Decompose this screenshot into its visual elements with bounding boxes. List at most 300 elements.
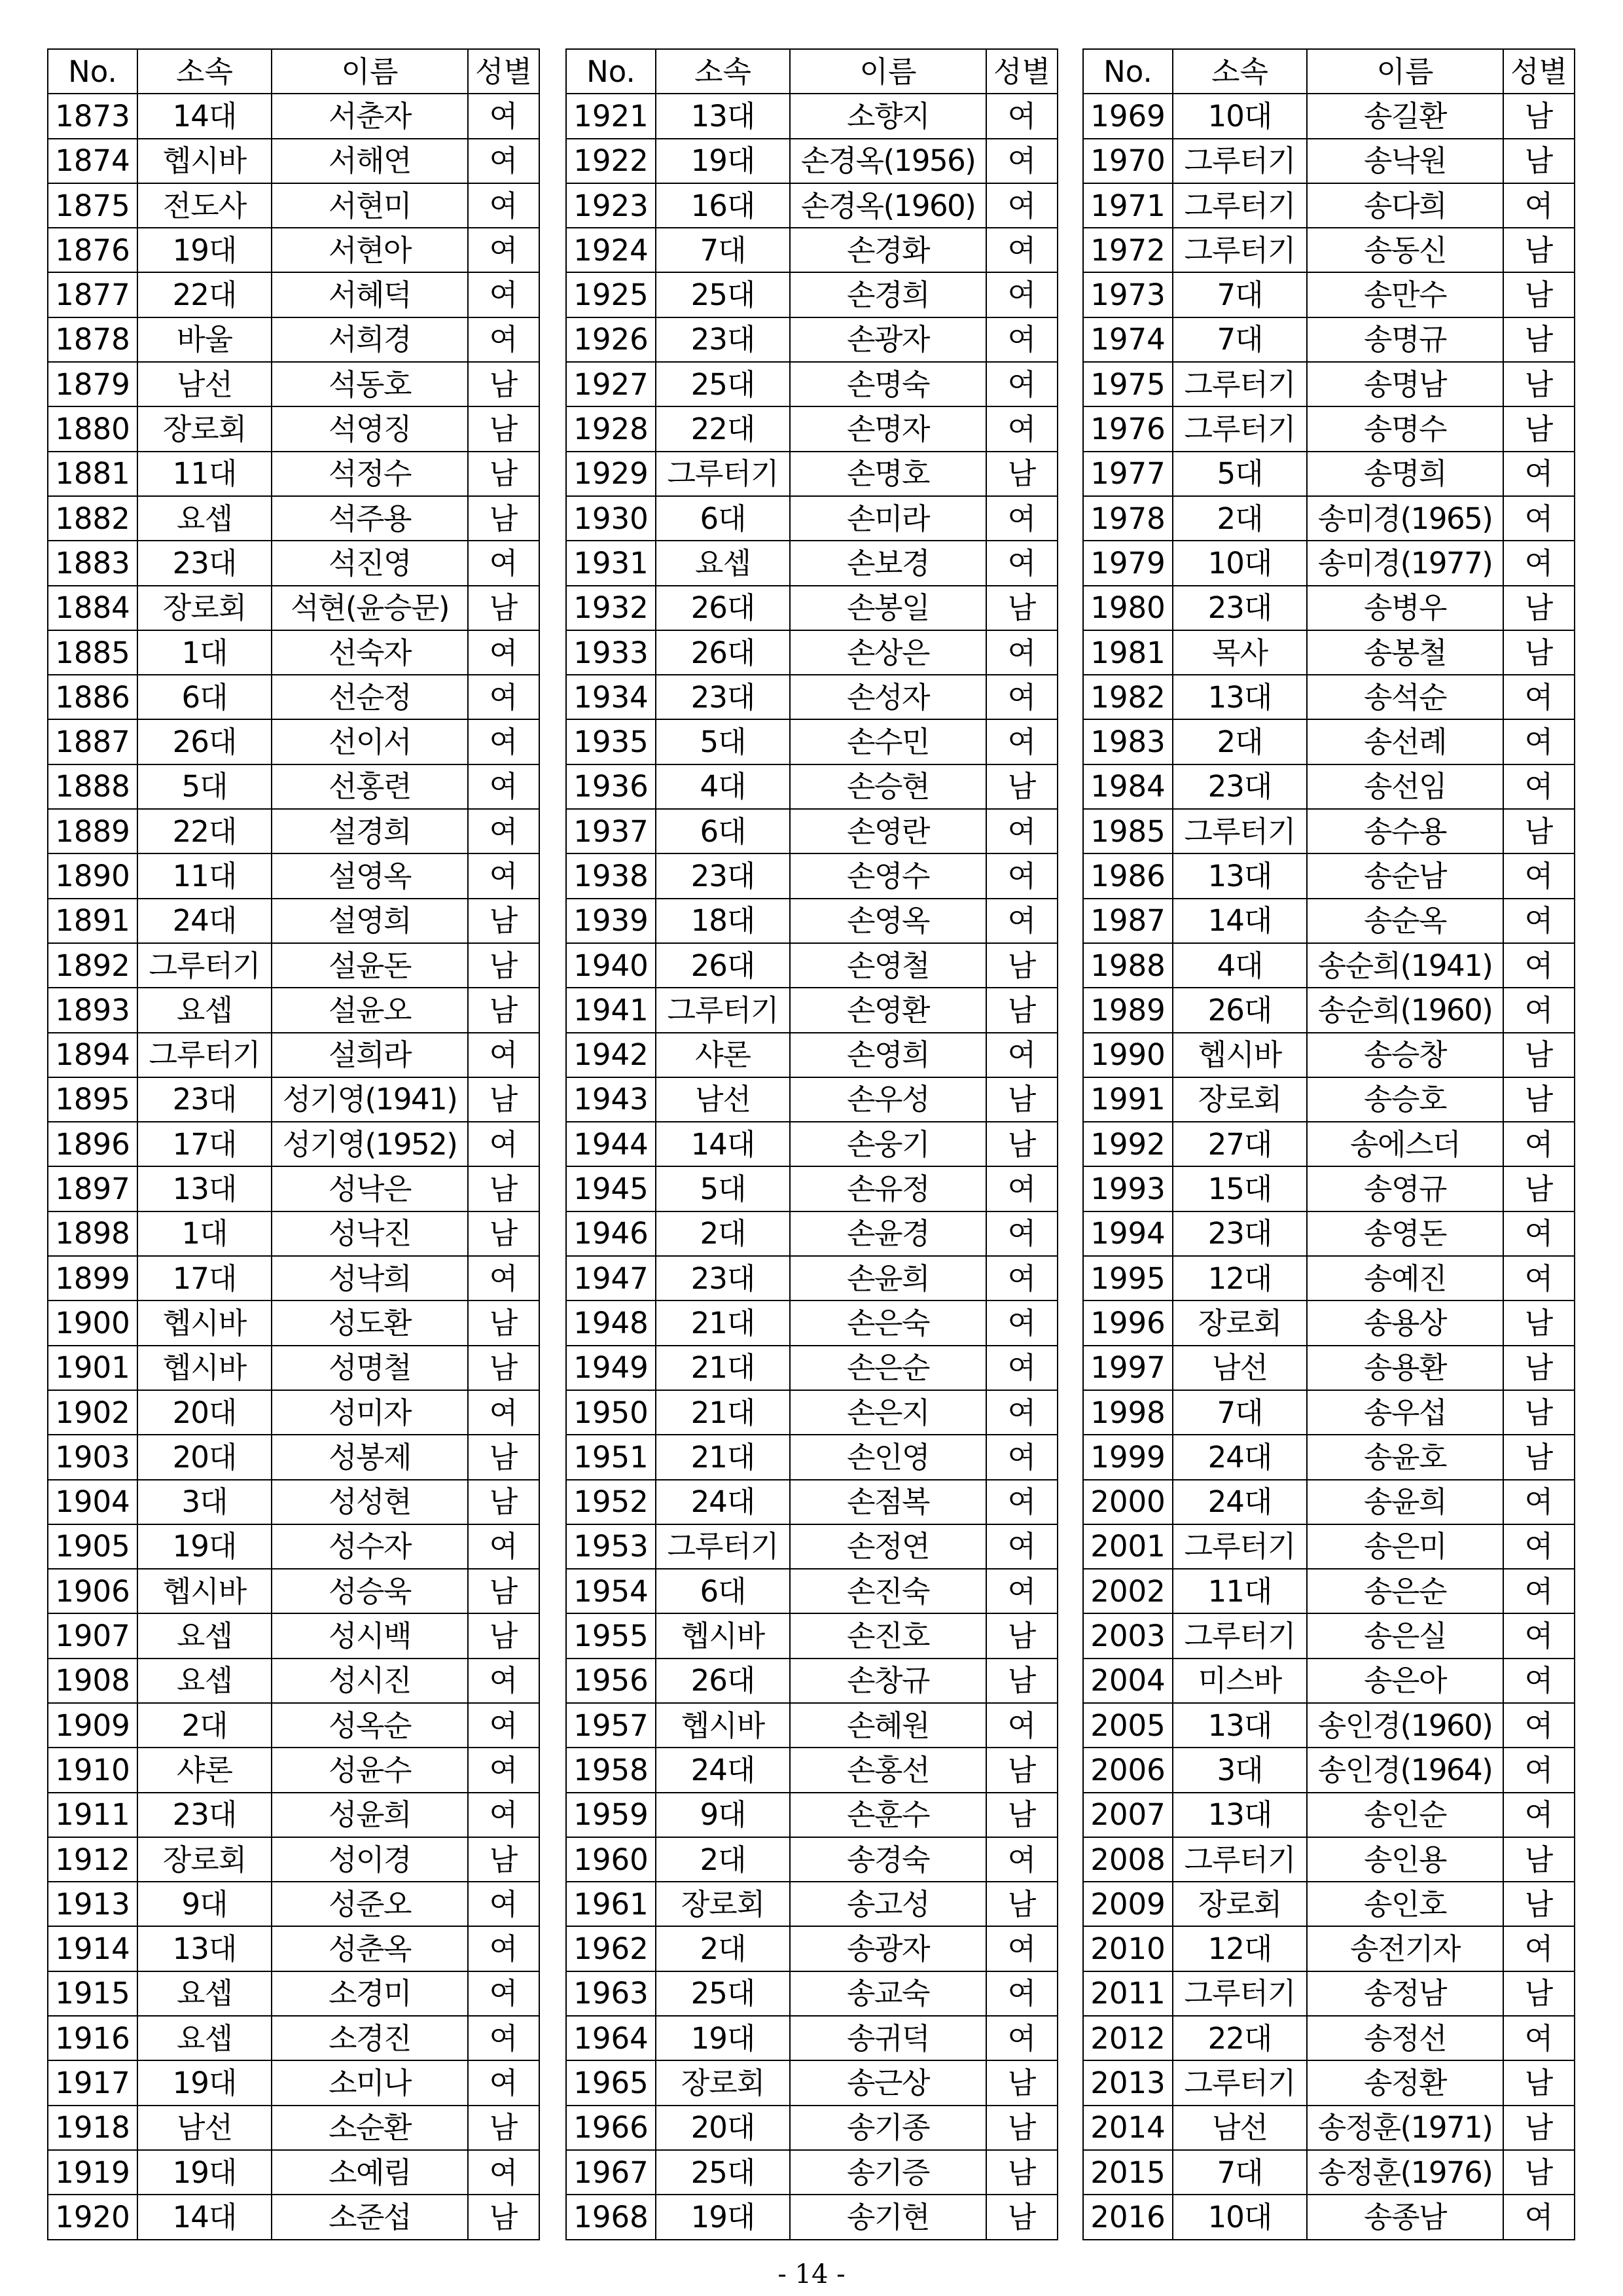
cell-name: 석진영 [272, 541, 468, 585]
cell-group: 7대 [1173, 317, 1307, 362]
cell-gender: 여 [1503, 496, 1575, 541]
table-row [1083, 139, 1575, 183]
table-row [566, 228, 1058, 272]
cell-group: 22대 [656, 406, 790, 451]
cell-no: 2002 [1083, 1569, 1173, 1613]
cell-gender: 여 [986, 1524, 1058, 1569]
cell-no: 1962 [566, 1926, 656, 1971]
cell-group: 24대 [656, 1480, 790, 1524]
cell-no: 2008 [1083, 1837, 1173, 1882]
cell-no: 1897 [48, 1166, 137, 1211]
cell-group: 12대 [1173, 1926, 1307, 1971]
cell-gender: 남 [986, 1882, 1058, 1926]
table-row [1083, 899, 1575, 943]
cell-gender: 여 [468, 317, 539, 362]
cell-group: 13대 [1173, 1793, 1307, 1837]
cell-name: 손웅기 [790, 1122, 986, 1166]
cell-no: 1914 [48, 1926, 137, 1971]
table-row [48, 2106, 539, 2150]
cell-gender: 남 [468, 586, 539, 630]
header-gender: 성별 [468, 49, 539, 94]
table-row [1083, 2106, 1575, 2150]
cell-no: 1925 [566, 272, 656, 317]
cell-group: 10대 [1173, 2195, 1307, 2239]
roster-table-middle [565, 48, 1058, 2240]
cell-name: 소경진 [272, 2016, 468, 2060]
cell-name: 송근상 [790, 2060, 986, 2105]
cell-group: 그루터기 [1173, 1524, 1307, 1569]
cell-no: 1994 [1083, 1211, 1173, 1256]
cell-no: 1926 [566, 317, 656, 362]
cell-no: 1916 [48, 2016, 137, 2060]
cell-no: 1981 [1083, 630, 1173, 675]
table-row [1083, 809, 1575, 853]
cell-group: 12대 [1173, 1256, 1307, 1300]
cell-gender: 남 [986, 764, 1058, 809]
cell-name: 송용환 [1307, 1346, 1503, 1390]
table-row [566, 183, 1058, 228]
table-row [566, 899, 1058, 943]
cell-group: 26대 [656, 943, 790, 988]
cell-group: 18대 [656, 899, 790, 943]
cell-name: 손윤희 [790, 1256, 986, 1300]
cell-group: 그루터기 [1173, 406, 1307, 451]
cell-gender: 남 [1503, 809, 1575, 853]
table-row [1083, 1569, 1575, 1613]
table-row [1083, 1613, 1575, 1658]
table-row [48, 1524, 539, 1569]
cell-no: 1895 [48, 1077, 137, 1122]
cell-name: 석동호 [272, 362, 468, 406]
cell-gender: 여 [1503, 1211, 1575, 1256]
cell-name: 송미경(1977) [1307, 541, 1503, 585]
cell-gender: 여 [986, 496, 1058, 541]
cell-gender: 여 [1503, 1659, 1575, 1703]
table-row [48, 586, 539, 630]
cell-name: 성시진 [272, 1659, 468, 1703]
cell-name: 송광자 [790, 1926, 986, 1971]
cell-name: 송기현 [790, 2195, 986, 2239]
cell-group: 20대 [137, 1435, 272, 1479]
table-row [566, 1613, 1058, 1658]
cell-name: 설윤돈 [272, 943, 468, 988]
cell-no: 1919 [48, 2150, 137, 2195]
cell-gender: 여 [468, 2060, 539, 2105]
cell-no: 1935 [566, 719, 656, 764]
cell-group: 5대 [137, 764, 272, 809]
cell-group: 14대 [1173, 899, 1307, 943]
cell-group: 11대 [1173, 1569, 1307, 1613]
cell-name: 손광자 [790, 317, 986, 362]
cell-no: 1905 [48, 1524, 137, 1569]
header-row [48, 49, 539, 94]
cell-no: 1943 [566, 1077, 656, 1122]
cell-group: 샤론 [137, 1748, 272, 1792]
cell-no: 1891 [48, 899, 137, 943]
cell-no: 1898 [48, 1211, 137, 1256]
cell-no: 1889 [48, 809, 137, 853]
cell-gender: 남 [1503, 362, 1575, 406]
cell-gender: 남 [986, 452, 1058, 496]
cell-no: 2009 [1083, 1882, 1173, 1926]
table-row [566, 1211, 1058, 1256]
cell-name: 소경미 [272, 1971, 468, 2016]
cell-name: 성윤희 [272, 1793, 468, 1837]
cell-group: 23대 [1173, 1211, 1307, 1256]
cell-gender: 남 [986, 2150, 1058, 2195]
cell-gender: 남 [468, 943, 539, 988]
cell-name: 손은지 [790, 1390, 986, 1435]
table-row [48, 1435, 539, 1479]
cell-gender: 여 [1503, 1256, 1575, 1300]
cell-gender: 여 [1503, 988, 1575, 1032]
table-row [566, 2195, 1058, 2239]
table-row [48, 1480, 539, 1524]
cell-group: 2대 [656, 1926, 790, 1971]
cell-name: 송은순 [1307, 1569, 1503, 1613]
cell-no: 1987 [1083, 899, 1173, 943]
cell-name: 성기영(1952) [272, 1122, 468, 1166]
table-row [1083, 1256, 1575, 1300]
table-body [1083, 94, 1575, 2239]
cell-gender: 남 [986, 1793, 1058, 1837]
cell-gender: 남 [468, 1480, 539, 1524]
cell-name: 성성현 [272, 1480, 468, 1524]
cell-name: 설희라 [272, 1033, 468, 1077]
cell-no: 1979 [1083, 541, 1173, 585]
cell-gender: 여 [468, 1882, 539, 1926]
table-row [48, 1346, 539, 1390]
cell-gender: 여 [986, 317, 1058, 362]
cell-name: 손홍선 [790, 1748, 986, 1792]
cell-name: 송영규 [1307, 1166, 1503, 1211]
table-row [566, 2016, 1058, 2060]
table-row [566, 1659, 1058, 1703]
cell-gender: 여 [468, 1659, 539, 1703]
cell-name: 송낙원 [1307, 139, 1503, 183]
cell-group: 21대 [656, 1300, 790, 1345]
cell-gender: 여 [986, 1837, 1058, 1882]
cell-group: 19대 [137, 2150, 272, 2195]
cell-name: 성이경 [272, 1837, 468, 1882]
cell-no: 1976 [1083, 406, 1173, 451]
cell-group: 23대 [137, 1077, 272, 1122]
cell-no: 1884 [48, 586, 137, 630]
cell-group: 26대 [656, 586, 790, 630]
cell-group: 6대 [137, 675, 272, 719]
cell-no: 1988 [1083, 943, 1173, 988]
cell-name: 서해연 [272, 139, 468, 183]
table-row [48, 853, 539, 898]
header-no: No. [48, 49, 137, 94]
cell-no: 1997 [1083, 1346, 1173, 1390]
table-row [566, 1122, 1058, 1166]
cell-gender: 여 [986, 675, 1058, 719]
cell-name: 손진숙 [790, 1569, 986, 1613]
cell-no: 1986 [1083, 853, 1173, 898]
cell-no: 1969 [1083, 94, 1173, 138]
table-row [566, 139, 1058, 183]
cell-gender: 여 [986, 94, 1058, 138]
cell-name: 송명수 [1307, 406, 1503, 451]
cell-no: 1995 [1083, 1256, 1173, 1300]
table-row [48, 228, 539, 272]
cell-name: 소미나 [272, 2060, 468, 2105]
table-row [48, 362, 539, 406]
cell-group: 25대 [656, 362, 790, 406]
table-row [566, 1926, 1058, 1971]
table-row [48, 541, 539, 585]
cell-no: 1908 [48, 1659, 137, 1703]
cell-name: 서현아 [272, 228, 468, 272]
cell-no: 1899 [48, 1256, 137, 1300]
cell-name: 송순남 [1307, 853, 1503, 898]
table-row [48, 2060, 539, 2105]
cell-gender: 여 [468, 94, 539, 138]
cell-name: 송귀덕 [790, 2016, 986, 2060]
cell-group: 22대 [1173, 2016, 1307, 2060]
cell-no: 1909 [48, 1703, 137, 1748]
header-group: 소속 [656, 49, 790, 94]
cell-gender: 여 [468, 1793, 539, 1837]
cell-group: 21대 [656, 1346, 790, 1390]
cell-gender: 남 [468, 1435, 539, 1479]
cell-group: 요셉 [137, 1613, 272, 1658]
cell-name: 성봉제 [272, 1435, 468, 1479]
cell-name: 송석순 [1307, 675, 1503, 719]
cell-group: 25대 [656, 272, 790, 317]
cell-name: 성도환 [272, 1300, 468, 1345]
cell-no: 1959 [566, 1793, 656, 1837]
cell-no: 1956 [566, 1659, 656, 1703]
table-row [48, 764, 539, 809]
cell-no: 1907 [48, 1613, 137, 1658]
cell-group: 26대 [1173, 988, 1307, 1032]
cell-gender: 여 [986, 1971, 1058, 2016]
cell-no: 1901 [48, 1346, 137, 1390]
cell-no: 1980 [1083, 586, 1173, 630]
table-body [566, 94, 1058, 2239]
cell-name: 손영수 [790, 853, 986, 898]
cell-gender: 여 [986, 183, 1058, 228]
cell-gender: 여 [1503, 1480, 1575, 1524]
cell-group: 24대 [1173, 1480, 1307, 1524]
table-row [566, 1524, 1058, 1569]
cell-no: 1993 [1083, 1166, 1173, 1211]
cell-gender: 남 [468, 452, 539, 496]
table-row [566, 1256, 1058, 1300]
table-row [48, 317, 539, 362]
cell-group: 그루터기 [1173, 1613, 1307, 1658]
cell-name: 손명호 [790, 452, 986, 496]
cell-group: 11대 [137, 452, 272, 496]
cell-no: 2011 [1083, 1971, 1173, 2016]
table-row [566, 541, 1058, 585]
cell-group: 19대 [656, 2016, 790, 2060]
table-row [1083, 1793, 1575, 1837]
cell-name: 성미자 [272, 1390, 468, 1435]
cell-no: 1960 [566, 1837, 656, 1882]
cell-group: 22대 [137, 272, 272, 317]
cell-name: 선순정 [272, 675, 468, 719]
cell-gender: 남 [1503, 1033, 1575, 1077]
cell-no: 1985 [1083, 809, 1173, 853]
table-row [48, 1703, 539, 1748]
table-body [48, 94, 539, 2239]
cell-group: 장로회 [1173, 1300, 1307, 1345]
table-row [48, 719, 539, 764]
cell-no: 1999 [1083, 1435, 1173, 1479]
table-row [48, 1971, 539, 2016]
header-name: 이름 [1307, 49, 1503, 94]
cell-gender: 남 [1503, 1166, 1575, 1211]
cell-name: 송미경(1965) [1307, 496, 1503, 541]
table-row [48, 1748, 539, 1792]
cell-gender: 여 [1503, 1926, 1575, 1971]
cell-gender: 남 [986, 1122, 1058, 1166]
table-row [566, 1882, 1058, 1926]
cell-group: 25대 [656, 1971, 790, 2016]
cell-name: 설영희 [272, 899, 468, 943]
roster-table-right [1082, 48, 1575, 2240]
cell-gender: 남 [1503, 2060, 1575, 2105]
cell-group: 2대 [1173, 719, 1307, 764]
cell-group: 23대 [656, 1256, 790, 1300]
cell-name: 송인경(1964) [1307, 1748, 1503, 1792]
cell-gender: 여 [1503, 1703, 1575, 1748]
cell-gender: 남 [986, 2195, 1058, 2239]
table-row [1083, 630, 1575, 675]
cell-name: 서혜덕 [272, 272, 468, 317]
cell-group: 6대 [656, 1569, 790, 1613]
cell-group: 5대 [1173, 452, 1307, 496]
cell-group: 4대 [1173, 943, 1307, 988]
cell-group: 17대 [137, 1122, 272, 1166]
cell-gender: 여 [468, 1033, 539, 1077]
cell-gender: 여 [1503, 899, 1575, 943]
cell-gender: 여 [986, 853, 1058, 898]
cell-gender: 남 [468, 1300, 539, 1345]
cell-name: 서춘자 [272, 94, 468, 138]
cell-name: 손명숙 [790, 362, 986, 406]
cell-group: 7대 [1173, 272, 1307, 317]
cell-name: 성낙은 [272, 1166, 468, 1211]
cell-gender: 남 [468, 1569, 539, 1613]
cell-group: 15대 [1173, 1166, 1307, 1211]
cell-group: 23대 [137, 541, 272, 585]
cell-no: 1937 [566, 809, 656, 853]
cell-no: 1951 [566, 1435, 656, 1479]
cell-group: 요셉 [137, 988, 272, 1032]
cell-gender: 남 [468, 496, 539, 541]
table-row [1083, 541, 1575, 585]
cell-group: 14대 [137, 2195, 272, 2239]
cell-name: 손보경 [790, 541, 986, 585]
cell-gender: 남 [468, 1346, 539, 1390]
cell-no: 1952 [566, 1480, 656, 1524]
cell-name: 송선례 [1307, 719, 1503, 764]
table-row [566, 1837, 1058, 1882]
cell-group: 17대 [137, 1256, 272, 1300]
table-row [566, 1748, 1058, 1792]
cell-name: 성기영(1941) [272, 1077, 468, 1122]
cell-gender: 여 [986, 1703, 1058, 1748]
cell-group: 10대 [1173, 541, 1307, 585]
cell-gender: 남 [468, 988, 539, 1032]
cell-gender: 여 [468, 630, 539, 675]
cell-name: 성시백 [272, 1613, 468, 1658]
cell-group: 남선 [1173, 2106, 1307, 2150]
cell-gender: 남 [468, 1613, 539, 1658]
table-row [1083, 1748, 1575, 1792]
cell-no: 1883 [48, 541, 137, 585]
cell-gender: 여 [1503, 853, 1575, 898]
cell-no: 1977 [1083, 452, 1173, 496]
cell-gender: 남 [1503, 1971, 1575, 2016]
cell-no: 1982 [1083, 675, 1173, 719]
cell-name: 손상은 [790, 630, 986, 675]
cell-group: 24대 [137, 899, 272, 943]
cell-no: 1931 [566, 541, 656, 585]
cell-name: 성준오 [272, 1882, 468, 1926]
cell-gender: 남 [468, 1837, 539, 1882]
cell-group: 헵시바 [656, 1613, 790, 1658]
table-row [1083, 317, 1575, 362]
cell-name: 손명자 [790, 406, 986, 451]
cell-name: 손훈수 [790, 1793, 986, 1837]
cell-gender: 여 [468, 1748, 539, 1792]
cell-no: 2015 [1083, 2150, 1173, 2195]
cell-no: 1894 [48, 1033, 137, 1077]
cell-group: 헵시바 [137, 1569, 272, 1613]
cell-name: 송정남 [1307, 1971, 1503, 2016]
cell-gender: 여 [468, 1256, 539, 1300]
table-row [48, 1390, 539, 1435]
cell-group: 23대 [1173, 586, 1307, 630]
table-row [1083, 1926, 1575, 1971]
cell-gender: 여 [986, 406, 1058, 451]
cell-gender: 여 [986, 1435, 1058, 1479]
cell-name: 손영란 [790, 809, 986, 853]
table-row [566, 719, 1058, 764]
cell-no: 1924 [566, 228, 656, 272]
cell-gender: 남 [986, 2060, 1058, 2105]
cell-name: 송은실 [1307, 1613, 1503, 1658]
table-row [48, 1256, 539, 1300]
table-row [1083, 853, 1575, 898]
cell-no: 1978 [1083, 496, 1173, 541]
cell-group: 전도사 [137, 183, 272, 228]
table-row [1083, 406, 1575, 451]
table-row [48, 1300, 539, 1345]
cell-group: 그루터기 [1173, 1837, 1307, 1882]
cell-group: 14대 [656, 1122, 790, 1166]
cell-name: 손인영 [790, 1435, 986, 1479]
cell-group: 요셉 [137, 496, 272, 541]
table-row [1083, 1122, 1575, 1166]
cell-no: 1893 [48, 988, 137, 1032]
cell-group: 23대 [1173, 764, 1307, 809]
cell-name: 송정훈(1976) [1307, 2150, 1503, 2195]
cell-group: 헵시바 [137, 139, 272, 183]
cell-gender: 여 [468, 1703, 539, 1748]
cell-gender: 남 [468, 1166, 539, 1211]
table-row [566, 586, 1058, 630]
cell-no: 1929 [566, 452, 656, 496]
cell-group: 그루터기 [1173, 183, 1307, 228]
table-row [1083, 2195, 1575, 2239]
cell-name: 선숙자 [272, 630, 468, 675]
